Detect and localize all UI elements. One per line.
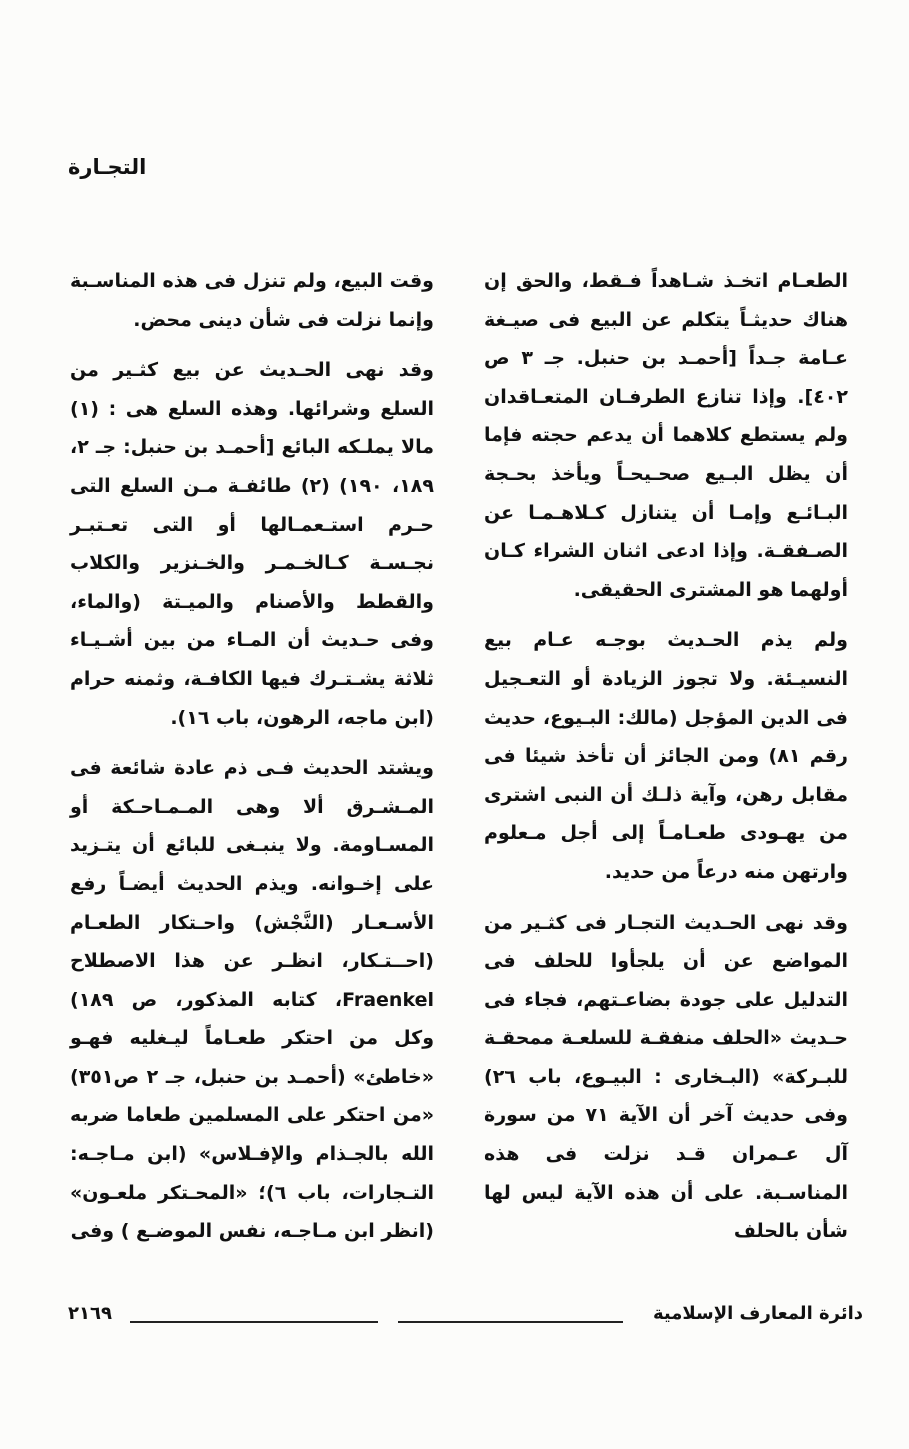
paragraph: ويشتد الحديث فـى ذم عادة شائعة فى المـشـرق ألا وهى المـمـاحـكة أو المسـاومة. ولا ينبـغى للبائع أن يتـزيد على إخـوانه. ويذم الحديث أيضـاً رفع الأسـعـار (النَّجْش) واحـتكار الطعـام (احــتـكار، انظـر عن هذا الاصطلاح Fraenkel، كتابه المذكور، ص ١٨٩) وكل من احتكر طعـاماً ليـغليه فهـو «خاطئ» (أحمـد بن حنبل، جـ ٢ ص٣٥١) «من احتكر على المسلمين طعاما ضربه الله بالجـذام والإفـلاس» (ابن مـاجـه: التـجارات، باب ٦)؛ «المحـتكر ملعـون» (انظر ابن مـاجـه، نفس الموضـع ) وفى xyxy=(70,757,434,1243)
paragraph: وقت البيع، ولم تنزل فى هذه المناسـبة وإنما نزلت فى شأن دينى محض. xyxy=(70,270,434,331)
footer-rule-left xyxy=(130,1321,378,1323)
right-column xyxy=(484,262,848,1251)
running-title: التجـارة xyxy=(68,155,147,179)
page-footer xyxy=(68,1303,863,1333)
paragraph: وقد نهى الحـديث عن بيع كثـير من السلع وشرائها. وهذه السلع هى : (١) مالا يملـكه البائع [أحمـد بن حنبل: جـ ٢، ١٨٩، ١٩٠) (٢) طائفـة مـن السلع التى حـرم استـعمـالها أو التى تعـتبـر نجـسـة كـالخـمـر والخـنزير والكلاب والقطط والأصنام والميـتة (والماء، وفى حـديث أن المـاء من بين أشـيـاء ثلاثة يشـتـرك فيها الكافـة، وثمنه حرام (ابن ماجه، الرهون، باب ١٦). xyxy=(70,359,434,729)
paragraph: الطعـام اتخـذ شـاهداً فـقط، والحق إن هناك حديثـاً يتكلم عن البيع فى صيـغة عـامة جـداً [أحمـد بن حنبل. جـ ٣ ص ٤٠٢]. وإذا تنازع الطرفـان المتعـاقدان ولم يستطع كلاهما أن يدعم حجته فإما أن يظل البـيع صحـيحـاً ويأخذ بحـجة البـائـع وإمـا أن يتنازل كـلاهـمـا عن الصـفقـة. وإذا ادعى اثنان الشراء كـان أولهما هو المشترى الحقيقى. xyxy=(484,270,848,601)
paragraph: ولم يذم الحـديث بوجـه عـام بيع النسيـئة. ولا تجوز الزيادة أو التعـجيل فى الدين المؤجل (مالك: البـيوع، حديث رقم ٨١) ومن الجائز أن تأخذ شيئا فى مقابل رهن، وآية ذلـك أن النبى اشترى من يهـودى طعـامـاً إلى أجل مـعلوم وارتهن منه درعاً من حديد. xyxy=(484,629,848,883)
journal-title: دائرة المعارف الإسلامية xyxy=(652,1303,863,1324)
footer-rule-right xyxy=(398,1321,623,1323)
page-number: ٢١٦٩ xyxy=(68,1303,112,1324)
left-column xyxy=(70,262,434,1251)
paragraph: وقد نهى الحـديث التجـار فى كثـير من المواضع عن أن يلجأوا للحلف فى التدليل على جودة بضاعـتهم، فجاء فى حـديث «الحلف منفقـة للسلعـة ممحقـة للبـركة» (البـخارى : البيـوع، باب ٢٦) وفى حديث آخر أن الآية ٧١ من سورة آل عـمران قـد نزلت فى هذه المناسـبة. على أن هذه الآية ليس لها شأن بالحلف xyxy=(484,911,848,1243)
